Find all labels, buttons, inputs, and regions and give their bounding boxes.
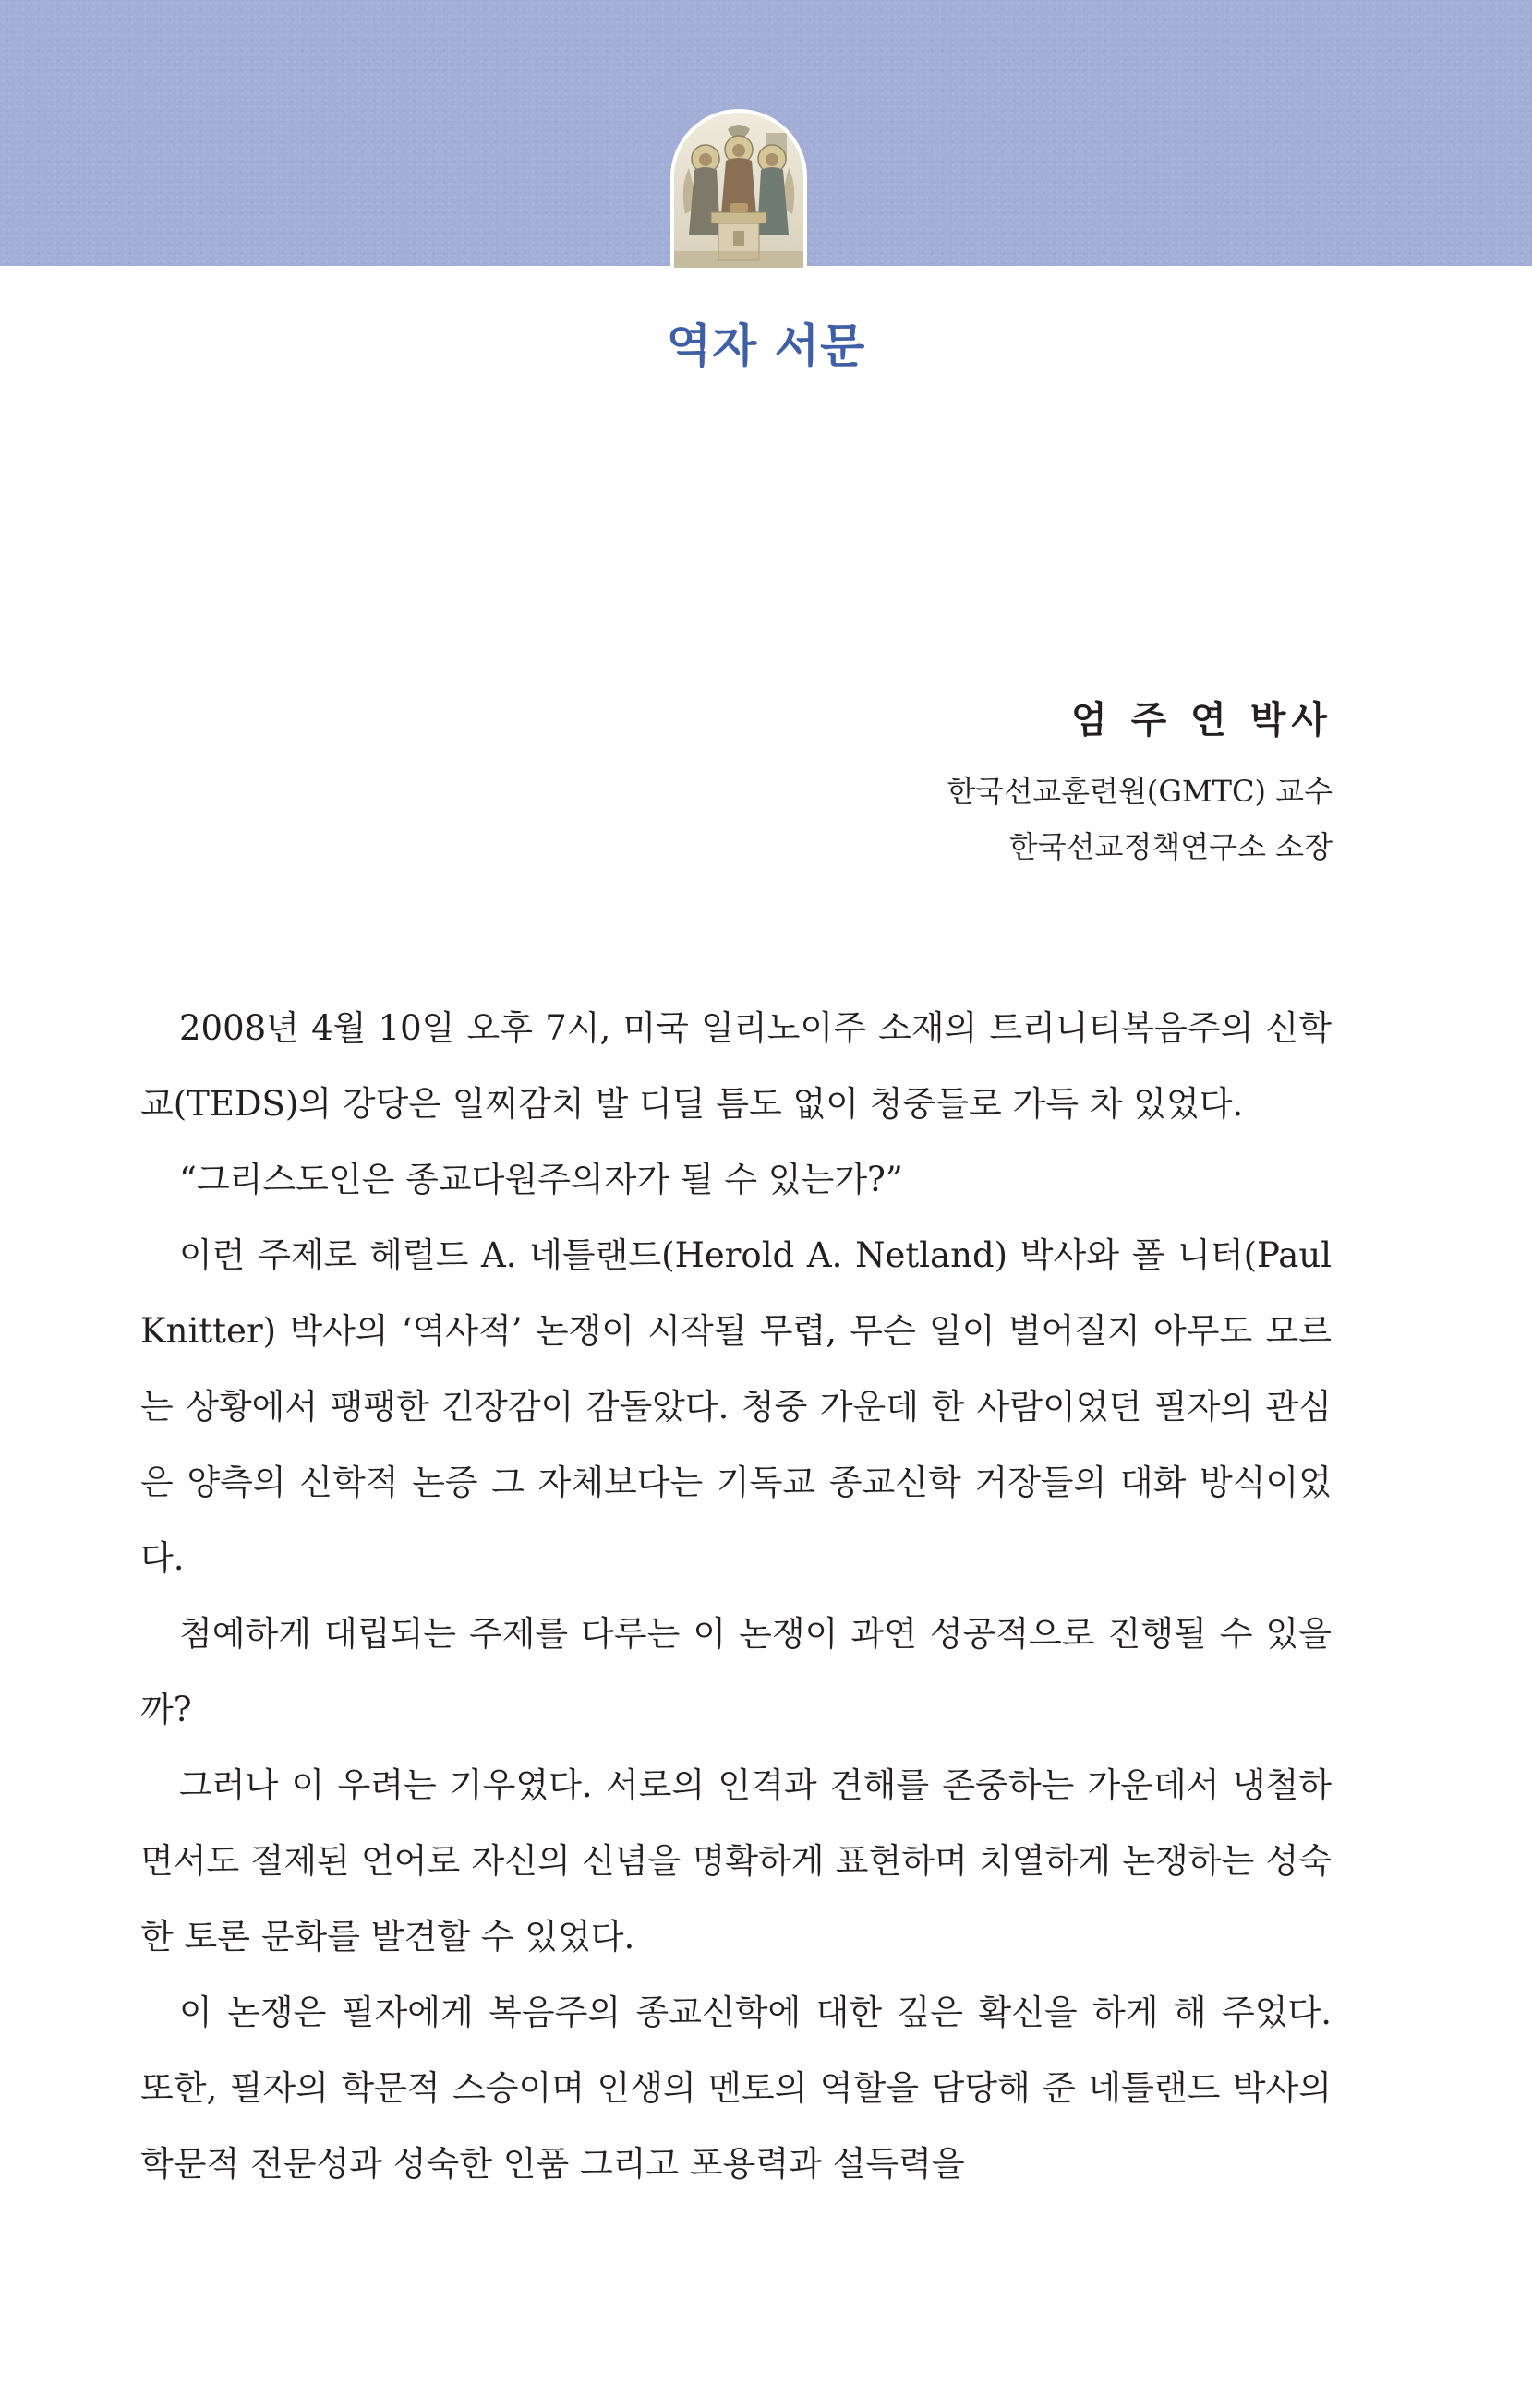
- paragraph: 첨예하게 대립되는 주제를 다루는 이 논쟁이 과연 성공적으로 진행될 수 있을까?: [140, 1614, 1332, 1729]
- paragraph: 이 논쟁은 필자에게 복음주의 종교신학에 대한 깊은 확신을 하게 해 주었다. 또한, 필자의 학문적 스승이며 인생의 멘토의 역할을 담당해 준 네틀랜드 박사의 학문적 전문성과 성숙한 인품 그리고 포용력과 설득력을: [140, 1993, 1332, 2184]
- body-text: [140, 991, 1332, 2202]
- paragraph: 이런 주제로 헤럴드 A. 네틀랜드(Herold A. Netland) 박사와 폴 니터(Paul Knitter) 박사의 ‘역사적’ 논쟁이 시작될 무렵, 무슨 일이 벌어질지 아무도 모르는 상황에서 팽팽한 긴장감이 감돌았다. 청중 가운데 한 사람이었던 필자의 관심은 양측의 신학적 논증 그 자체보다는 기독교 종교신학 거장들의 대화 방식이었다.: [140, 1235, 1332, 1578]
- paragraph: 2008년 4월 10일 오후 7시, 미국 일리노이주 소재의 트리니티복음주의 신학교(TEDS)의 강당은 일찌감치 발 디딜 틈도 없이 청중들로 가득 차 있었다.: [140, 1008, 1332, 1124]
- author-name: 엄 주 연 박사: [1071, 699, 1333, 741]
- section-title: 역자 서문: [666, 319, 866, 373]
- trinity-icon-image: [670, 109, 807, 268]
- author-byline: [947, 691, 1333, 874]
- paragraph: “그리스도인은 종교다원주의자가 될 수 있는가?”: [179, 1160, 903, 1199]
- author-role: 한국선교정책연구소 소장: [1008, 829, 1333, 864]
- author-role: 한국선교훈련원(GMTC) 교수: [947, 774, 1333, 809]
- paragraph: 그러나 이 우려는 기우였다. 서로의 인격과 견해를 존중하는 가운데서 냉철하면서도 절제된 언어로 자신의 신념을 명확하게 표현하며 치열하게 논쟁하는 성숙한 토론 문화를 발견할 수 있었다.: [140, 1765, 1332, 1956]
